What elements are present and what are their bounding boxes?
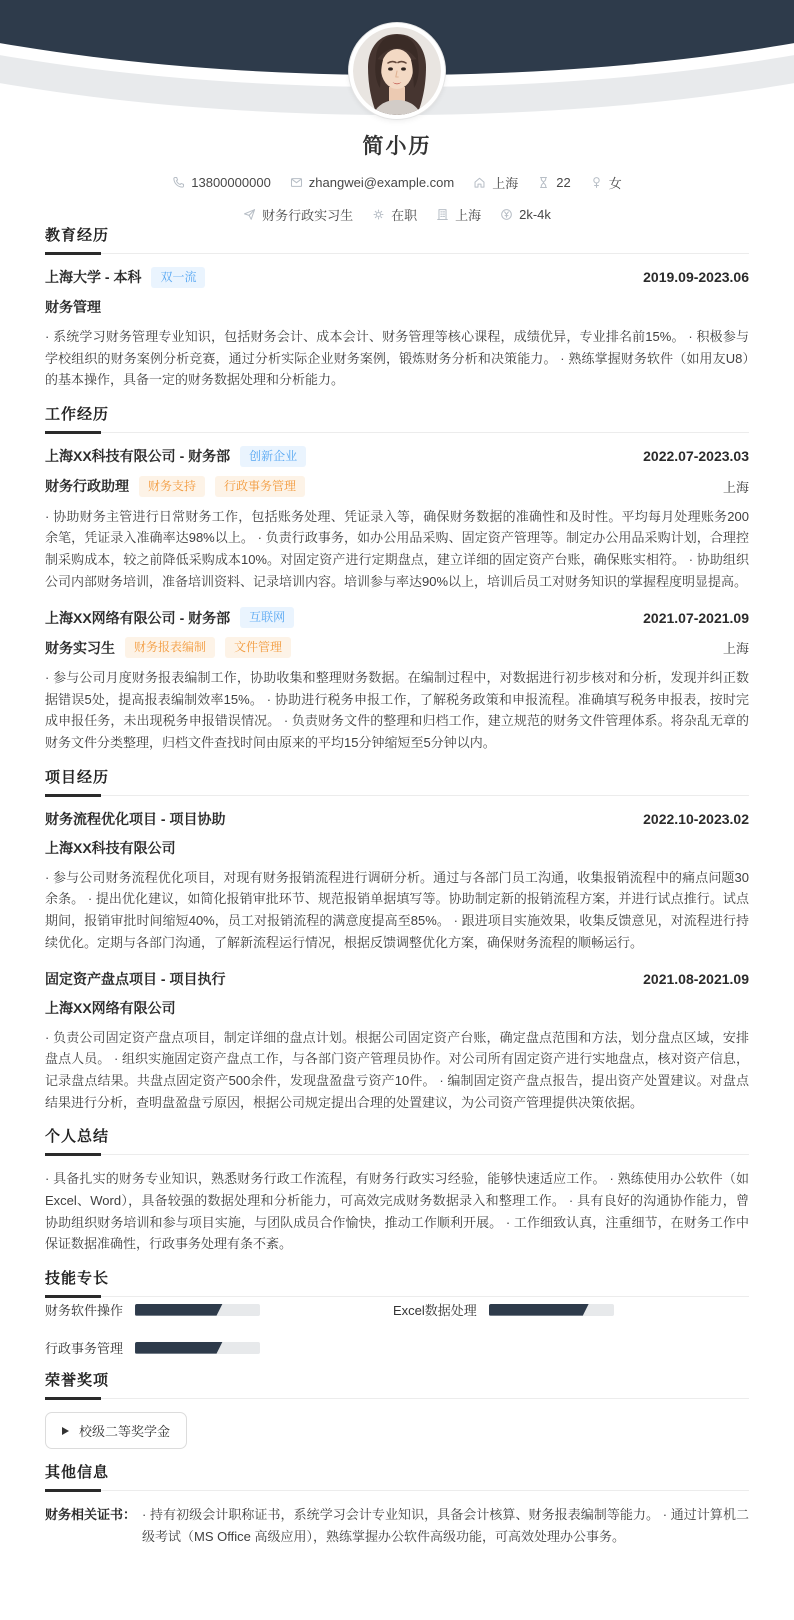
work-location: 上海 <box>722 479 749 495</box>
resume-header <box>0 0 794 223</box>
section-skills-header <box>45 1267 749 1297</box>
section-other <box>45 1461 749 1547</box>
contact-phone-value: 13800000000 <box>191 175 271 190</box>
section-title: 工作经历 <box>45 405 110 423</box>
section-title: 其他信息 <box>45 1464 110 1482</box>
skill-bar-fill <box>489 1304 589 1316</box>
education-date: 2019.09-2023.06 <box>643 269 749 286</box>
contact-row-2 <box>0 205 794 224</box>
job-tag: 财务报表编制 <box>125 637 215 658</box>
contact-salary <box>500 207 551 222</box>
skill-name: 财务软件操作 <box>45 1303 124 1319</box>
project-entry <box>45 969 749 1114</box>
project-name: 固定资产盘点项目 - 项目执行 <box>45 970 226 987</box>
honor-label: 校级二等奖学金 <box>79 1424 171 1440</box>
phone-icon <box>172 176 185 189</box>
work-description: · 协助财务主管进行日常财务工作，包括账务处理、凭证录入等，确保财务数据的准确性和及时性。平均每月处理账务200余笔，凭证录入准确率达98%以上。 · 负责行政事务，如办公用品采购、固定资产管理等。制定办公用品采购计划，合理控制采购成本，较之前降低采购成本10%。对固定资产进行定期盘点，建立详细的固定资产台账，确保账实相符。 · 协助组织公司内部财务培训，准备培训资料、记录培训内容。培训参与率达90%以上，培训后员工对财务知识的掌握程度明显提高。 <box>45 508 749 589</box>
city-icon <box>436 208 449 221</box>
certificate-description: · 持有初级会计职称证书，系统学习会计专业知识，具备会计核算、财务报表编制等能力。 · 通过计算机二级考试（MS Office 高级应用），熟练掌握办公软件高级功能，可高效处理办公事务。 <box>142 1507 749 1544</box>
major-name: 财务管理 <box>45 298 101 315</box>
company-badge: 互联网 <box>240 607 294 628</box>
section-work-header <box>45 403 749 433</box>
work-date: 2022.07-2023.03 <box>643 448 749 465</box>
contact-status-value: 在职 <box>391 208 418 223</box>
job-tag: 文件管理 <box>225 637 291 658</box>
candidate-name: 简小历 <box>362 135 432 158</box>
contact-age <box>537 175 570 190</box>
contact-email-value: zhangwei@example.com <box>308 175 455 190</box>
contact-status <box>372 205 417 224</box>
section-title: 项目经历 <box>45 768 110 786</box>
work-entry <box>45 607 749 753</box>
contact-position-value: 财务行政实习生 <box>262 208 354 223</box>
skill-bar <box>135 1342 260 1354</box>
skill-bar <box>489 1304 614 1316</box>
skill-item <box>45 1338 393 1357</box>
skill-bar-fill <box>135 1342 223 1354</box>
job-tag: 财务支持 <box>139 476 205 497</box>
mail-icon <box>290 176 303 189</box>
section-honors-header <box>45 1369 749 1399</box>
age-icon <box>537 176 550 189</box>
section-honors <box>45 1369 749 1449</box>
section-title: 个人总结 <box>45 1128 110 1146</box>
skill-name: 行政事务管理 <box>45 1341 124 1357</box>
job-title: 财务行政助理 <box>45 478 129 495</box>
contact-hometown <box>473 173 518 192</box>
school-badge: 双一流 <box>151 267 205 288</box>
section-projects <box>45 766 749 1114</box>
project-date: 2021.08-2021.09 <box>643 970 749 987</box>
section-projects-header <box>45 766 749 796</box>
work-description: · 参与公司月度财务报表编制工作，协助收集和整理财务数据。在编制过程中，对数据进行初步核对和分析，发现并纠正数据错误5处，提高报表编制效率15%。 · 协助进行税务申报工作，了解税务政策和申报流程。准确填写税务申报表，按时完成申报任务，未出现税务申报错误情况。 · 负责财务文件的整理和归档工作，建立规范的财务文件管理体系。将杂乱无章的财务文件分类整理，归档文件查找时间由原来的平均15分钟缩短至5分钟以内。 <box>45 669 749 751</box>
contact-row-1 <box>0 173 794 192</box>
project-entry <box>45 809 749 954</box>
contact-email <box>290 175 454 190</box>
contact-city <box>436 205 481 224</box>
section-work <box>45 403 749 754</box>
resume-body <box>0 224 794 1578</box>
job-title: 财务实习生 <box>45 639 115 656</box>
section-title: 教育经历 <box>45 227 110 244</box>
skill-item <box>45 1300 393 1319</box>
home-icon <box>473 176 486 189</box>
gender-icon <box>590 176 603 189</box>
project-org: 上海XX科技有限公司 <box>45 839 176 856</box>
job-tag: 行政事务管理 <box>215 476 305 497</box>
school-name: 上海大学 - 本科 <box>45 269 142 286</box>
contact-hometown-value: 上海 <box>492 176 519 191</box>
skill-item <box>393 1300 749 1319</box>
company-badge: 创新企业 <box>240 446 306 467</box>
company-name: 上海XX科技有限公司 - 财务部 <box>45 448 231 465</box>
honor-item <box>45 1412 187 1449</box>
project-description: · 负责公司固定资产盘点项目，制定详细的盘点计划。根据公司固定资产台账，确定盘点范围和方法，划分盘点区域，安排盘点人员。 · 组织实施固定资产盘点工作，与各部门资产管理员协作。对公司所有固定资产进行实地盘点，核对资产信息，记录盘点结果。共盘点固定资产500余件，发现盘盈盘亏资产10件。 · 编制固定资产盘点报告，提出资产处置建议。对盘点结果进行分析，查明盘盈盘亏原因，根据公司规定提出合理的处置建议，为公司资产管理提供决策依据。 <box>45 1029 749 1110</box>
contact-city-value: 上海 <box>455 208 482 223</box>
project-name: 财务流程优化项目 - 项目协助 <box>45 810 226 827</box>
project-date: 2022.10-2023.02 <box>643 810 749 827</box>
skill-name: Excel数据处理 <box>393 1303 477 1319</box>
position-icon <box>243 208 256 221</box>
section-education <box>45 224 749 391</box>
status-icon <box>372 208 385 221</box>
contact-gender <box>590 173 622 192</box>
work-entry <box>45 446 749 592</box>
section-title: 荣誉奖项 <box>45 1372 110 1390</box>
skill-bar-fill <box>135 1304 223 1316</box>
section-skills <box>45 1267 749 1357</box>
section-title: 技能专长 <box>45 1270 110 1288</box>
contact-position <box>243 205 353 224</box>
skill-bar <box>135 1304 260 1316</box>
section-education-header <box>45 224 749 254</box>
work-location: 上海 <box>722 641 749 656</box>
summary-description: · 具备扎实的财务专业知识，熟悉财务行政工作流程，有财务行政实习经验，能够快速适应工作。 · 熟练使用办公软件（如Excel、Word），具备较强的数据处理和分析能力，可高效完成财务数据录入和整理工作。 · 具有良好的沟通协作能力，曾协助组织财务培训和参与项目实施，与团队成员合作愉快，推动工作顺利开展。 · 工作细致认真，注重细节，在财务工作中保证数据准确性，行政事务处理有条不紊。 <box>45 1171 749 1252</box>
work-date: 2021.07-2021.09 <box>643 609 749 626</box>
contact-salary-value: 2k-4k <box>519 207 551 222</box>
section-summary <box>45 1125 749 1255</box>
education-description: · 系统学习财务管理专业知识，包括财务会计、成本会计、财务管理等核心课程，成绩优异，专业排名前15%。 · 积极参与学校组织的财务案例分析竞赛，通过分析实际企业财务案例，锻炼财务分析和决策能力。 · 熟练掌握财务软件（如用友U8）的基本操作，具备一定的财务数据处理和分析能力。 <box>45 328 749 388</box>
certificate-label: 财务相关证书： <box>45 1507 137 1523</box>
project-org: 上海XX网络有限公司 <box>45 999 176 1016</box>
salary-icon <box>500 208 513 221</box>
education-entry <box>45 267 749 391</box>
section-other-header <box>45 1461 749 1491</box>
section-summary-header <box>45 1125 749 1155</box>
contact-phone <box>172 175 271 190</box>
play-triangle-icon <box>62 1427 69 1435</box>
project-description: · 参与公司财务流程优化项目，对现有财务报销流程进行调研分析。通过与各部门员工沟通，收集报销流程中的痛点问题30余条。 · 提出优化建议，如简化报销审批环节、规范报销单据填写等。协助制定新的报销流程方案，并进行试点推行。试点期间，报销审批时间缩短40%，员工对报销流程的满意度提高至85%。 · 跟进项目实施效果，收集反馈意见，对流程进行持续优化。定期与各部门沟通，了解新流程运行情况，根据反馈调整优化方案，确保财务流程的顺畅运行。 <box>45 869 749 950</box>
company-name: 上海XX网络有限公司 - 财务部 <box>45 609 231 626</box>
contact-gender-value: 女 <box>608 176 622 191</box>
contact-age-value: 22 <box>556 175 571 190</box>
